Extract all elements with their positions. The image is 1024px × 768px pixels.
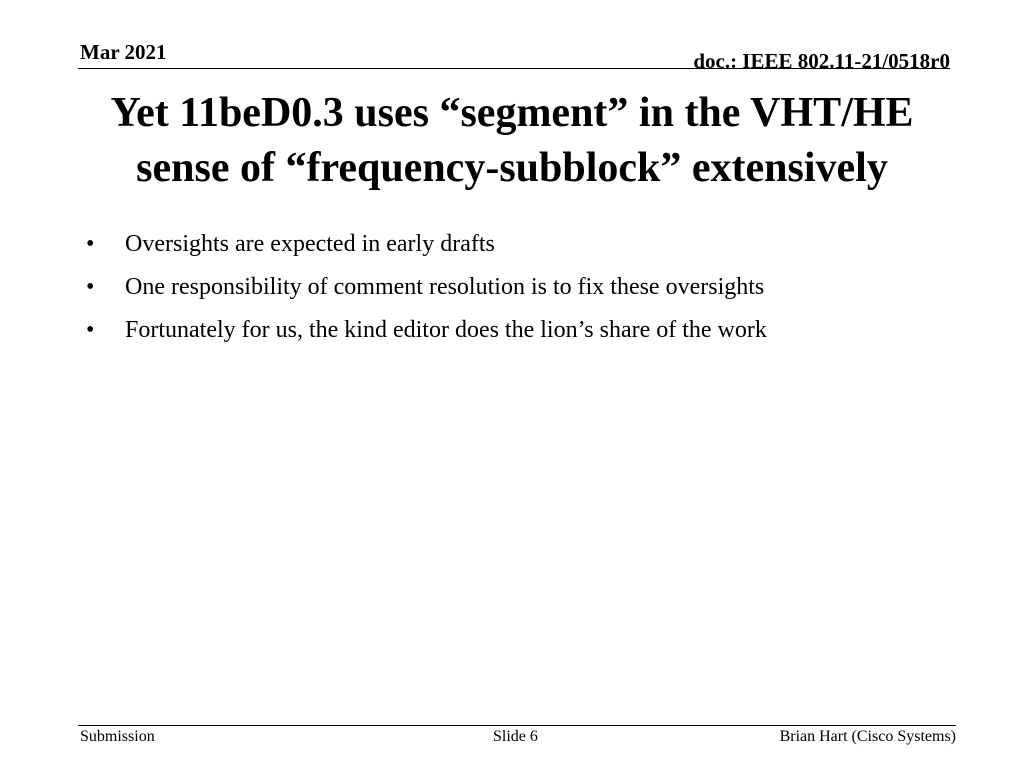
bullet-item-1: [83, 228, 963, 261]
footer-submission: Submission: [80, 728, 155, 745]
document-id: doc.: IEEE 802.11-21/0518r0: [693, 49, 950, 73]
bullet-list: [83, 228, 963, 357]
bullet-item-3: [83, 314, 963, 347]
bullet-marker: •: [86, 274, 95, 300]
bullet-text: One responsibility of comment resolution is to fix these oversights: [125, 274, 765, 300]
footer-author: Brian Hart (Cisco Systems): [779, 728, 956, 745]
bullet-marker: •: [86, 231, 95, 257]
header-divider: [78, 68, 950, 69]
bullet-marker: •: [86, 317, 95, 343]
slide-title-line-2: sense of “frequency-subblock” extensively: [136, 145, 888, 191]
slide-title: [40, 86, 984, 196]
footer-divider: [78, 725, 956, 726]
header-date: Mar 2021: [80, 40, 167, 64]
bullet-text: Oversights are expected in early drafts: [125, 231, 495, 257]
bullet-text: Fortunately for us, the kind editor does the lion’s share of the work: [125, 317, 767, 343]
bullet-item-2: [83, 271, 963, 304]
slide-title-line-1: Yet 11beD0.3 uses “segment” in the VHT/HE: [110, 90, 914, 136]
slide-number: Slide 6: [493, 728, 538, 745]
